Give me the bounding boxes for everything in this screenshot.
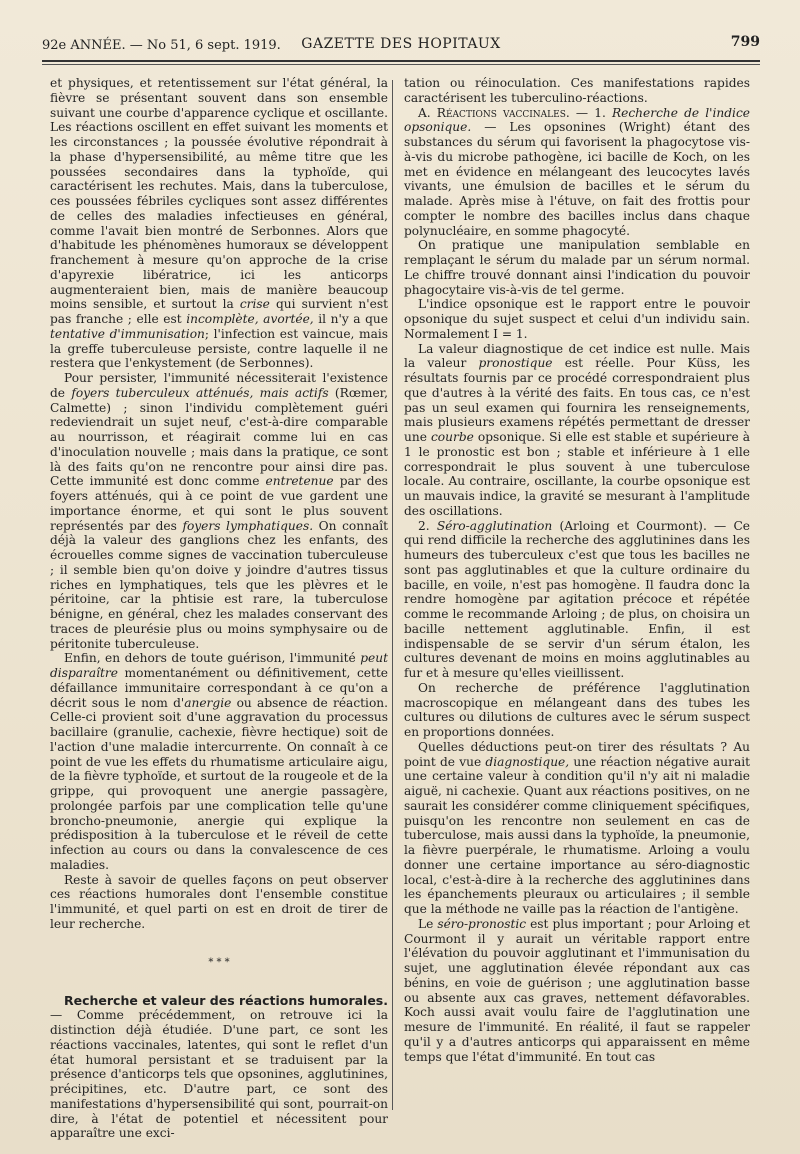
paragraph: 2. Séro-agglutination (Arloing et Courmont). — Ce qui rend difficile la recherche des agglutinines dans les humeurs des tuberculeux c'est que tous les bacilles ne sont pas agglutinables et que la culture ordinaire du bacille, en voile, n'est pas homogène. Il faudra donc la rendre homogène par agitation précoce et répétée comme le recommande Arloing ; de plus, on choisira un bacille nettement agglutinable. Enfin, il est indispensable de se servir d'un sérum étalon, les cultures devenant de moins en moins agglutinables au fur et à mesure qu'elles vieillissent. [404, 518, 751, 680]
left-column [50, 76, 388, 1141]
section-separator: * * * [208, 956, 230, 968]
column-divider [392, 80, 393, 1110]
page-header [42, 30, 760, 58]
paragraph: Reste à savoir de quelles façons on peut observer ces réactions humorales dont l'ensemble constitue l'immunité, et quel parti on est en droit de tirer de leur recherche. [50, 872, 388, 931]
section-heading: Recherche et valeur des réactions humorales. [64, 992, 388, 1008]
header-rule [42, 60, 760, 62]
paragraph: Enfin, en dehors de toute guérison, l'immunité peut disparaître momentanément ou définitivement, cette défaillance immunitaire correspondant à ce qu'on a décrit sous le nom d'anergie ou absence de réaction. Celle-ci provient soit d'une aggravation du processus bacillaire (granulie, cachexie, fièvre hectique) soit de l'action d'une maladie intercurrente. On connaît à ce point de vue les effets du rhumatisme articulaire aigu, de la fièvre typhoïde, et surtout de la rougeole et de la grippe, qui provoquent une anergie passagère, prolongée parfois par une complication telle qu'une broncho-pneumonie, anergie qui explique la prédisposition à la tuberculose et le réveil de cette infection au cours ou dans la convalescence de ces maladies. [50, 651, 389, 872]
paragraph: Quelles déductions peut-on tirer des résultats ? Au point de vue diagnostique, une réaction négative aurait une certaine valeur à condition qu'il n'y ait ni maladie aiguë, ni cachexie. Quant aux réactions positives, on ne saurait les considérer comme cliniquement spécifiques, puisqu'on les rencontre non seulement en cas de tuberculose, mais aussi dans la typhoïde, la pneumonie, la fièvre puerpérale, le rhumatisme. Arloing a voulu donner une certaine importance au séro-diagnostic local, c'est-à-dire à la recherche des agglutinines dans les épanchements pleuraux ou articulaires ; il semble que la méthode ne vaille pas la réaction de l'antigène. [404, 739, 751, 916]
paragraph: tation ou réinoculation. Ces manifestations rapides caractérisent les tuberculino-réactions. [404, 76, 750, 105]
paragraph: Le séro-pronostic est plus important ; pour Arloing et Courmont il y aurait un véritable rapport entre l'élévation du pouvoir agglutinant et l'immunisation du sujet, une agglutination élevée répondant aux cas bénins, en voie de guérison ; une agglutination basse ou absente aux cas graves, nettement défavorables. Koch aussi avait voulu faire de l'agglutination une mesure de l'immunité. En réalité, il faut se rappeler qu'il y a d'autres anticorps qui apparaissent en même temps que l'état d'immunité. En tout cas [404, 916, 751, 1064]
paragraph: et physiques, et retentissement sur l'état général, la fièvre se présentant souvent dans son ensemble suivant une courbe d'apparence cyclique et oscillante. Les réactions oscillent en effet suivant les moments et les circonstances ; la poussée évolutive répondrait à la phase d'hypersensibilité, au même titre que les poussées secondaires dans la typhoïde, qui caractérisent les rechutes. Mais, dans la tuberculose, ces poussées fébriles cycliques sont assez différentes de celles des maladies infectieuses en général, comme l'avait bien montré de Serbonnes. Alors que d'habitude les phénomènes humoraux se développent franchement à mesure qu'on approche de la crise d'apyrexie libératrice, ici les anticorps augmenteraient bien, mais de manière beaucoup moins sensible, et surtout la crise qui survient n'est pas franche ; elle est incomplète, avortée, il n'y a que tentative d'immunisation; l'infection est vaincue, mais la greffe tuberculeuse persiste, contre laquelle il ne restera que l'enkystement (de Serbonnes). [50, 76, 388, 371]
right-column [404, 76, 750, 1064]
paragraph: L'indice opsonique est le rapport entre le pouvoir opsonique du sujet suspect et celui d'un individu sain. Normalement I = 1. [404, 297, 750, 341]
paragraph: La valeur diagnostique de cet indice est nulle. Mais la valeur pronostique est réelle. Pour Küss, les résultats fournis par ce procédé correspondraient plus que d'autres à la vérité des faits. En tous cas, ce n'est pas un seul examen qui fournira les renseignements, mais plusieurs examens répétés permettant de dresser une courbe opsonique. Si elle est stable et supérieure à 1 le pronostic est bon ; stable et inférieure à 1 elle correspondrait le plus souvent à une tuberculose locale. Au contraire, oscillante, la courbe opsonique est un mauvais indice, la gravité se mesurant à l'amplitude des oscillations. [404, 341, 750, 518]
journal-title: GAZETTE DES HOPITAUX [301, 36, 501, 52]
paragraph: A. Réactions vaccinales. — 1. Recherche de l'indice opsonique. — Les opsonines (Wright) étant des substances du sérum qui favorisent la phagocytose vis-à-vis du microbe pathogène, ici bacille de Koch, on les met en évidence en mélangeant des leucocytes lavés vivants, une émulsion de bacilles et le sérum du malade. Après mise à l'étuve, on fait des frottis pour compter le nombre des bacilles inclus dans chaque polynucléaire, en somme phagocyté. [404, 105, 750, 238]
paragraph: On pratique une manipulation semblable en remplaçant le sérum du malade par un sérum normal. Le chiffre trouvé donnant ainsi l'indication du pouvoir phagocytaire vis-à-vis de tel germe. [404, 238, 750, 297]
page-number: 799 [730, 34, 760, 50]
issue-info: 92e ANNÉE. — No 51, 6 sept. 1919. [42, 38, 281, 53]
paragraph: On recherche de préférence l'agglutination macroscopique en mélangeant dans des tubes les cultures ou dilutions de cultures avec le sérum suspect en proportions données. [404, 680, 750, 739]
header-rule-thin [42, 64, 760, 65]
subsection-heading: A. Réactions vaccinales. [418, 105, 570, 120]
paragraph: Recherche et valeur des réactions humorales. — Comme précédemment, on retrouve ici la distinction déjà étudiée. D'une part, ce sont les réactions vaccinales, latentes, qui sont le reflet d'un état humoral persistant et se traduisent par la présence d'anticorps tels que opsonines, agglutinines, précipitines, etc. D'autre part, ce sont des manifestations d'hypersensibilité qui sont, pourrait-on dire, à l'état de potentiel et nécessitent pour apparaître une exci- [50, 992, 388, 1141]
paragraph: Pour persister, l'immunité nécessiterait l'existence de foyers tuberculeux atténués, mais actifs (Rœmer, Calmette) ; sinon l'individu complètement guéri redeviendrait un sujet neuf, c'est-à-dire comparable au nourrisson, et réagirait comme lui en cas d'inoculation nouvelle ; mais dans la pratique, ce sont là des faits qu'on ne rencontre pour ainsi dire pas. Cette immunité est donc comme entretenue par des foyers atténués, qui à ce point de vue gardent une importance énorme, et qui sont le plus souvent représentés par des foyers lymphatiques. On connaît déjà la valeur des ganglions chez les enfants, des écrouelles comme signes de vaccination tuberculeuse ; il semble bien qu'on doive y joindre d'autres tissus riches en lymphatiques, tels que les plèvres et le péritoine, car la phtisie est rare, la tuberculose bénigne, en général, chez les malades conservant des traces de pleurésie plus ou moins symphysaire ou de péritonite tuberculeuse. [50, 371, 389, 651]
